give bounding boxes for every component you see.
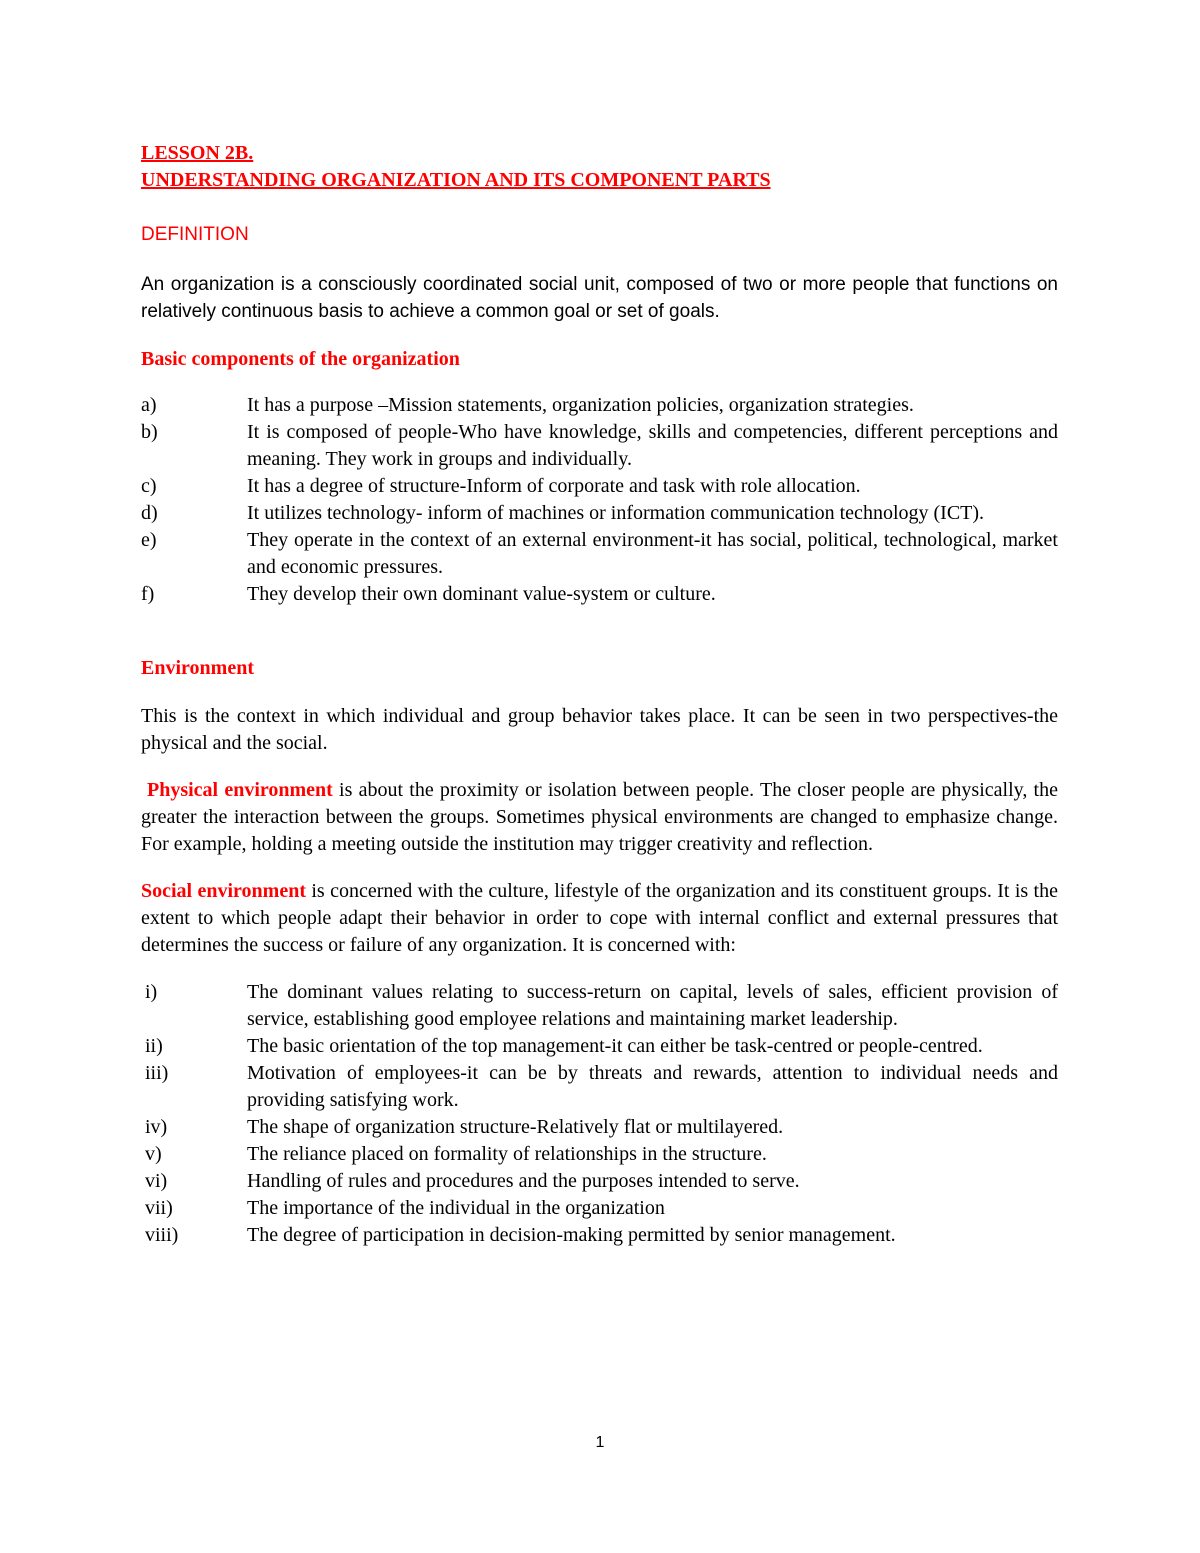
list-item — [141, 1060, 1058, 1114]
list-item — [141, 392, 1058, 419]
list-marker: i) — [145, 981, 158, 1003]
social-environment-text: is concerned with the culture, lifestyle of the organization and its constituent groups. It is the extent to which people adapt their behavior in order to cope with internal conflict and external pressures that determines the success or failure of any organization. It is concerned with: — [141, 880, 1058, 956]
list-text: It has a degree of structure-Inform of corporate and task with role allocation. — [247, 475, 861, 497]
list-marker: ii) — [145, 1035, 163, 1057]
page-number: 1 — [595, 1434, 605, 1451]
list-marker: e) — [141, 529, 157, 551]
list-marker: viii) — [145, 1224, 179, 1246]
list-marker: a) — [141, 394, 157, 416]
list-text: The reliance placed on formality of relationships in the structure. — [247, 1143, 767, 1165]
list-text: It utilizes technology- inform of machines or information communication technology (ICT). — [247, 502, 985, 524]
list-item — [141, 419, 1058, 473]
list-text: Handling of rules and procedures and the purposes intended to serve. — [247, 1170, 800, 1192]
list-item — [141, 527, 1058, 581]
lesson-number: LESSON 2B. — [141, 142, 254, 164]
list-marker: c) — [141, 475, 157, 497]
list-item — [141, 1114, 1058, 1141]
list-text: The importance of the individual in the organization — [247, 1197, 665, 1219]
list-text: Motivation of employees-it can be by threats and rewards, attention to individual needs and providing satisfying work. — [247, 1062, 1058, 1111]
physical-environment-text: is about the proximity or isolation between people. The closer people are physically, the greater the interaction between the groups. Sometimes physical environments are changed to emphasize change. For example, holding a meeting outside the institution may trigger creativity and reflection. — [141, 779, 1058, 855]
list-item — [141, 1141, 1058, 1168]
environment-intro: This is the context in which individual and group behavior takes place. It can be seen in two perspectives-the physical and the social. — [141, 705, 1058, 754]
list-text: The shape of organization structure-Relatively flat or multilayered. — [247, 1116, 784, 1138]
list-marker: b) — [141, 421, 158, 443]
social-environment-list — [141, 979, 1058, 1249]
definition-text: An organization is a consciously coordinated social unit, composed of two or more people that functions on relatively continuous basis to achieve a common goal or set of goals. — [141, 274, 1058, 322]
list-marker: iv) — [145, 1116, 168, 1138]
list-item — [141, 979, 1058, 1033]
list-text: They develop their own dominant value-system or culture. — [247, 583, 716, 605]
basic-components-heading: Basic components of the organization — [141, 348, 460, 370]
list-marker: vi) — [145, 1170, 168, 1192]
page-content — [141, 140, 1058, 1249]
list-marker: vii) — [145, 1197, 173, 1219]
list-text: The basic orientation of the top management-it can either be task-centred or people-centred. — [247, 1035, 983, 1057]
list-text: The dominant values relating to success-return on capital, levels of sales, efficient provision of service, establishing good employee relations and maintaining market leadership. — [247, 981, 1058, 1030]
environment-heading: Environment — [141, 657, 254, 679]
physical-environment-term: Physical environment — [147, 779, 333, 801]
list-item — [141, 1195, 1058, 1222]
physical-environment-paragraph — [141, 777, 1058, 858]
list-marker: d) — [141, 502, 158, 524]
list-text: It is composed of people-Who have knowledge, skills and competencies, different perceptions and meaning. They work in groups and individually. — [247, 421, 1058, 470]
list-text: It has a purpose –Mission statements, organization policies, organization strategies. — [247, 394, 914, 416]
definition-heading: DEFINITION — [141, 224, 249, 245]
social-environment-paragraph — [141, 878, 1058, 959]
social-environment-term: Social environment — [141, 880, 306, 902]
list-item — [141, 581, 1058, 608]
list-item — [141, 1222, 1058, 1249]
list-item — [141, 1033, 1058, 1060]
list-marker: iii) — [145, 1062, 169, 1084]
list-marker: v) — [145, 1143, 162, 1165]
list-text: The degree of participation in decision-making permitted by senior management. — [247, 1224, 896, 1246]
lesson-title: UNDERSTANDING ORGANIZATION AND ITS COMPONENT PARTS — [141, 169, 771, 191]
list-marker: f) — [141, 583, 155, 605]
list-text: They operate in the context of an external environment-it has social, political, technological, market and economic pressures. — [247, 529, 1058, 578]
list-item — [141, 473, 1058, 500]
basic-components-list — [141, 392, 1058, 608]
list-item — [141, 500, 1058, 527]
list-item — [141, 1168, 1058, 1195]
